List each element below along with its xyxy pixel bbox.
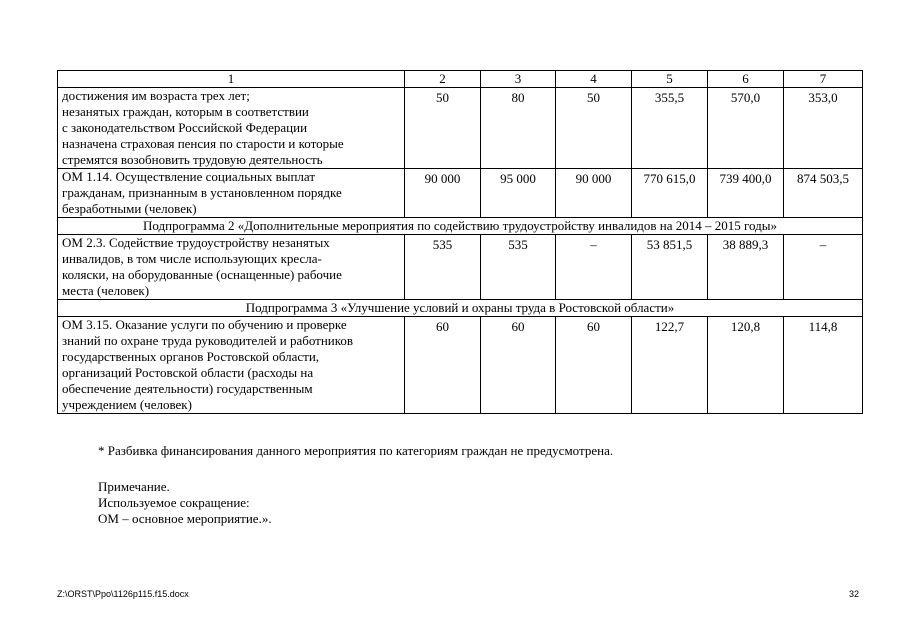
notes-line: Используемое сокращение: <box>98 495 250 510</box>
table-cell: – <box>556 235 632 300</box>
subprogram-row <box>58 218 863 235</box>
table-cell: 353,0 <box>784 88 863 169</box>
table-cell: 50 <box>405 88 481 169</box>
table-row <box>58 317 863 414</box>
table-cell: 80 <box>481 88 556 169</box>
table-cell: 38 889,3 <box>708 235 784 300</box>
footnote: * Разбивка финансирования данного мероприятия по категориям граждан не предусмотрена. <box>98 443 614 458</box>
table-cell: 60 <box>481 317 556 414</box>
table-cell: 535 <box>481 235 556 300</box>
notes-title: Примечание. <box>98 479 170 494</box>
table-row <box>58 235 863 300</box>
notes-block <box>98 479 272 527</box>
subprogram-row <box>58 300 863 317</box>
table-cell: 60 <box>556 317 632 414</box>
table-cell: 60 <box>405 317 481 414</box>
table-cell: – <box>784 235 863 300</box>
table-cell: 122,7 <box>632 317 708 414</box>
row-description: ОМ 1.14. Осуществление социальных выплат гражданам, признанным в установленном порядке безработными (человек) <box>58 169 405 218</box>
table-cell: 874 503,5 <box>784 169 863 218</box>
table-cell: 770 615,0 <box>632 169 708 218</box>
table-header-cell: 7 <box>784 71 863 88</box>
subprogram-title: Подпрограмма 3 «Улучшение условий и охраны труда в Ростовской области» <box>58 300 863 317</box>
table-cell: 50 <box>556 88 632 169</box>
table-header-cell: 2 <box>405 71 481 88</box>
footer-filepath: Z:\ORST\Ppo\1126p115.f15.docx <box>57 589 189 599</box>
row-description: ОМ 2.3. Содействие трудоустройству незанятых инвалидов, в том числе использующих кресла- коляски, на оборудованные (оснащенные) рабочие места (человек) <box>58 235 405 300</box>
table-cell: 739 400,0 <box>708 169 784 218</box>
table-cell: 95 000 <box>481 169 556 218</box>
table-header-cell: 5 <box>632 71 708 88</box>
table-header-row <box>58 71 863 88</box>
row-description: ОМ 3.15. Оказание услуги по обучению и проверке знаний по охране труда руководителей и работников государственных органов Ростовской области, организаций Ростовской области (расходы на обеспечение деятельности) государственным учреждением (человек) <box>58 317 405 414</box>
table-header-cell: 4 <box>556 71 632 88</box>
table-row <box>58 169 863 218</box>
table-cell: 570,0 <box>708 88 784 169</box>
table-cell: 53 851,5 <box>632 235 708 300</box>
table-cell: 535 <box>405 235 481 300</box>
table-cell: 114,8 <box>784 317 863 414</box>
table-header-cell: 6 <box>708 71 784 88</box>
table-header-cell: 3 <box>481 71 556 88</box>
table-row <box>58 88 863 169</box>
table-header-cell: 1 <box>58 71 405 88</box>
page-number: 32 <box>848 589 859 599</box>
table-cell: 355,5 <box>632 88 708 169</box>
data-table <box>57 70 863 414</box>
row-description: достижения им возраста трех лет; незанятых граждан, которым в соответствии с законодательством Российской Федерации назначена страховая пенсия по старости и которые стремятся возобновить трудовую деятельность <box>58 88 405 169</box>
subprogram-title: Подпрограмма 2 «Дополнительные мероприятия по содействию трудоустройству инвалидов на 2014 – 2015 годы» <box>58 218 863 235</box>
table-cell: 120,8 <box>708 317 784 414</box>
table-cell: 90 000 <box>556 169 632 218</box>
notes-line: ОМ – основное мероприятие.». <box>98 511 272 526</box>
table-cell: 90 000 <box>405 169 481 218</box>
